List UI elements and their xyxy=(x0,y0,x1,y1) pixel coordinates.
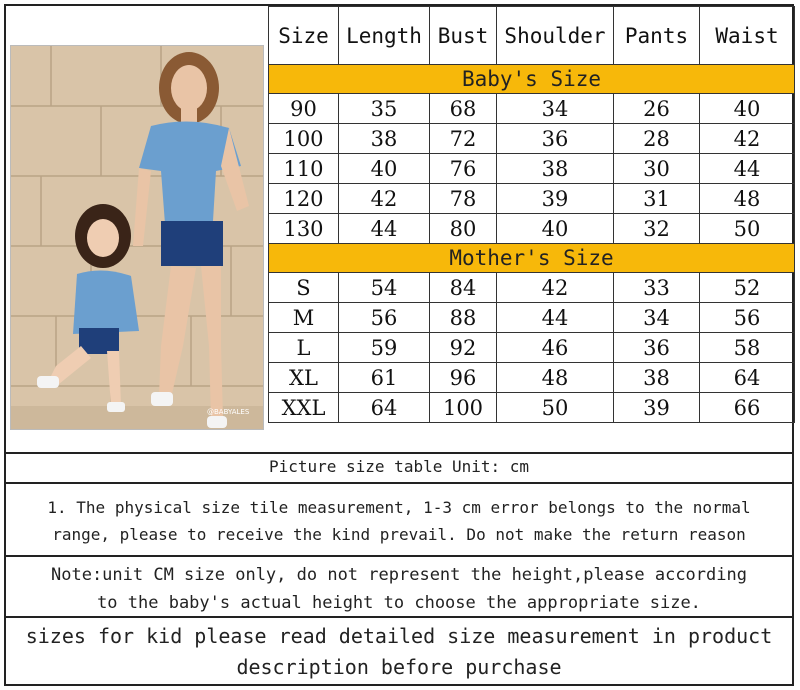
divider xyxy=(4,452,794,454)
cell-bust: 96 xyxy=(430,363,497,393)
cell-waist: 48 xyxy=(700,184,795,214)
cell-shoulder: 39 xyxy=(497,184,614,214)
cell-length: 44 xyxy=(339,214,430,244)
cell-bust: 84 xyxy=(430,273,497,303)
cell-pants: 28 xyxy=(614,124,700,154)
cell-waist: 42 xyxy=(700,124,795,154)
measurement-note-line: 1. The physical size tile measurement, 1-3 cm error belongs to the normal xyxy=(47,498,751,517)
cell-length: 35 xyxy=(339,94,430,124)
header-pants: Pants xyxy=(614,7,700,65)
cell-length: 64 xyxy=(339,393,430,423)
cell-waist: 40 xyxy=(700,94,795,124)
cell-shoulder: 44 xyxy=(497,303,614,333)
unit-note-line: Note:unit CM size only, do not represent the height,please according xyxy=(51,565,747,585)
cell-shoulder: 40 xyxy=(497,214,614,244)
divider xyxy=(4,482,794,484)
cell-size: L xyxy=(269,333,339,363)
cell-size: XXL xyxy=(269,393,339,423)
photo-watermark: @BABYALES xyxy=(207,408,250,416)
kid-size-note xyxy=(6,621,792,683)
section-title-baby: Baby's Size xyxy=(269,65,795,94)
cell-shoulder: 34 xyxy=(497,94,614,124)
unit-note xyxy=(6,561,792,617)
cell-length: 61 xyxy=(339,363,430,393)
measurement-note-line: range, please to receive the kind prevail. Do not make the return reason xyxy=(52,525,746,544)
cell-length: 38 xyxy=(339,124,430,154)
cell-size: 120 xyxy=(269,184,339,214)
divider xyxy=(4,616,794,618)
table-row xyxy=(269,303,795,333)
section-title-mother: Mother's Size xyxy=(269,244,795,273)
product-photo xyxy=(10,45,264,430)
cell-pants: 36 xyxy=(614,333,700,363)
cell-size: S xyxy=(269,273,339,303)
cell-bust: 92 xyxy=(430,333,497,363)
cell-waist: 56 xyxy=(700,303,795,333)
table-row xyxy=(269,333,795,363)
cell-size: 110 xyxy=(269,154,339,184)
cell-waist: 58 xyxy=(700,333,795,363)
table-row xyxy=(269,214,795,244)
cell-length: 56 xyxy=(339,303,430,333)
cell-bust: 100 xyxy=(430,393,497,423)
header-length: Length xyxy=(339,7,430,65)
header-size: Size xyxy=(269,7,339,65)
cell-length: 54 xyxy=(339,273,430,303)
cell-pants: 33 xyxy=(614,273,700,303)
cell-size: XL xyxy=(269,363,339,393)
cell-pants: 26 xyxy=(614,94,700,124)
table-row xyxy=(269,273,795,303)
section-row-baby xyxy=(269,65,795,94)
section-row-mother xyxy=(269,244,795,273)
header-waist: Waist xyxy=(700,7,795,65)
cell-size: 90 xyxy=(269,94,339,124)
kid-size-note-line: description before purchase xyxy=(236,655,562,679)
cell-shoulder: 36 xyxy=(497,124,614,154)
cell-shoulder: 38 xyxy=(497,154,614,184)
table-row xyxy=(269,393,795,423)
cell-length: 40 xyxy=(339,154,430,184)
table-row xyxy=(269,154,795,184)
cell-length: 59 xyxy=(339,333,430,363)
cell-pants: 39 xyxy=(614,393,700,423)
cell-waist: 44 xyxy=(700,154,795,184)
measurement-note xyxy=(6,494,792,548)
header-row xyxy=(269,7,795,65)
cell-bust: 76 xyxy=(430,154,497,184)
unit-caption: Picture size table Unit: cm xyxy=(268,457,530,476)
cell-size: M xyxy=(269,303,339,333)
header-shoulder: Shoulder xyxy=(497,7,614,65)
cell-pants: 32 xyxy=(614,214,700,244)
cell-length: 42 xyxy=(339,184,430,214)
table-row xyxy=(269,94,795,124)
cell-size: 130 xyxy=(269,214,339,244)
table-row xyxy=(269,124,795,154)
cell-pants: 38 xyxy=(614,363,700,393)
cell-waist: 52 xyxy=(700,273,795,303)
cell-bust: 72 xyxy=(430,124,497,154)
cell-waist: 50 xyxy=(700,214,795,244)
cell-waist: 66 xyxy=(700,393,795,423)
cell-bust: 68 xyxy=(430,94,497,124)
cell-pants: 34 xyxy=(614,303,700,333)
cell-shoulder: 48 xyxy=(497,363,614,393)
cell-bust: 80 xyxy=(430,214,497,244)
cell-shoulder: 42 xyxy=(497,273,614,303)
table-row xyxy=(269,363,795,393)
cell-pants: 31 xyxy=(614,184,700,214)
cell-waist: 64 xyxy=(700,363,795,393)
cell-bust: 78 xyxy=(430,184,497,214)
kid-size-note-line: sizes for kid please read detailed size measurement in product xyxy=(25,624,773,648)
cell-shoulder: 46 xyxy=(497,333,614,363)
cell-pants: 30 xyxy=(614,154,700,184)
table-row xyxy=(269,184,795,214)
header-bust: Bust xyxy=(430,7,497,65)
unit-note-line: to the baby's actual height to choose the appropriate size. xyxy=(97,593,701,613)
cell-size: 100 xyxy=(269,124,339,154)
divider xyxy=(4,555,794,557)
cell-shoulder: 50 xyxy=(497,393,614,423)
cell-bust: 88 xyxy=(430,303,497,333)
size-table xyxy=(268,6,795,423)
